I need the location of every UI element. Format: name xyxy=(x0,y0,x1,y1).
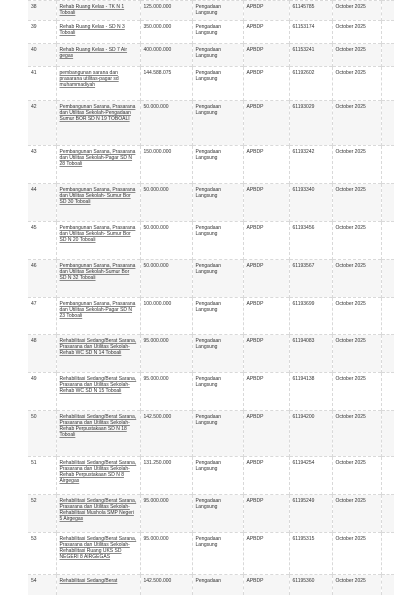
rup-id: 61193029 xyxy=(289,101,332,146)
row-end-cell xyxy=(381,67,394,101)
selection-time: October 2025 xyxy=(332,222,381,260)
table-row xyxy=(28,146,394,184)
procurement-method: Pengadaan Langsung xyxy=(192,21,243,44)
row-number: 52 xyxy=(28,495,56,533)
row-number: 53 xyxy=(28,533,56,575)
procurement-table-container xyxy=(28,0,394,584)
selection-time: October 2025 xyxy=(332,411,381,457)
table-row xyxy=(28,457,394,495)
table-row xyxy=(28,67,394,101)
fund-source: APBDP xyxy=(243,44,289,67)
pagu-amount: 142.500.000 xyxy=(140,575,192,595)
pagu-amount: 95.000.000 xyxy=(140,495,192,533)
row-number: 46 xyxy=(28,260,56,298)
pagu-amount: 95.000.000 xyxy=(140,533,192,575)
rup-id: 61195249 xyxy=(289,495,332,533)
row-end-cell xyxy=(381,411,394,457)
procurement-method: Pengadaan Langsung xyxy=(192,222,243,260)
package-name-link[interactable]: pembangunan sarana dan prasarana utilitas-pagar sd muhammadiyah xyxy=(56,67,140,101)
package-name-link[interactable]: Pembangunan Sarana, Prasarana dan Utilitas Sekolah-Sumur Bor SD N 32 Toboali xyxy=(56,260,140,298)
selection-time: October 2025 xyxy=(332,260,381,298)
table-row xyxy=(28,495,394,533)
pagu-amount: 400.000.000 xyxy=(140,44,192,67)
pagu-amount: 95.000.000 xyxy=(140,335,192,373)
fund-source: APBDP xyxy=(243,298,289,335)
row-number: 47 xyxy=(28,298,56,335)
procurement-method: Pengadaan Langsung xyxy=(192,533,243,575)
rup-id: 61193456 xyxy=(289,222,332,260)
rup-id: 61195315 xyxy=(289,533,332,575)
pagu-amount: 50.000.000 xyxy=(140,222,192,260)
procurement-table xyxy=(28,0,394,595)
package-name-link[interactable]: Rehab Ruang Kelas - TK N 1 Toboali xyxy=(56,1,140,21)
procurement-table-body xyxy=(28,1,394,595)
rup-id: 61195360 xyxy=(289,575,332,595)
procurement-method: Pengadaan Langsung xyxy=(192,411,243,457)
row-end-cell xyxy=(381,184,394,222)
pagu-amount: 125.000.000 xyxy=(140,1,192,21)
pagu-amount: 150.000.000 xyxy=(140,146,192,184)
row-number: 48 xyxy=(28,335,56,373)
procurement-method: Pengadaan Langsung xyxy=(192,146,243,184)
row-end-cell xyxy=(381,101,394,146)
rup-id: 61193567 xyxy=(289,260,332,298)
package-name-link[interactable]: Pembangunan Sarana, Prasarana dan Utilitas Sekolah-Pengadaan Sumur BOR SD N 19 TOBOALI xyxy=(56,101,140,146)
selection-time: October 2025 xyxy=(332,533,381,575)
row-number: 54 xyxy=(28,575,56,595)
package-name-link[interactable]: Rehabilitasi Sedang/Berat Sarana, Prasarana dan Utilitas Sekolah-Rehab Perpustakaan SD N 18 Toboali xyxy=(56,411,140,457)
rup-id: 61193340 xyxy=(289,184,332,222)
package-name-link[interactable]: Pembangunan Sarana, Prasarana dan Utilitas Sekolah-Pagar SD N 23 Toboali xyxy=(56,298,140,335)
rup-id: 61145785 xyxy=(289,1,332,21)
table-row xyxy=(28,533,394,575)
selection-time: October 2025 xyxy=(332,457,381,495)
table-row xyxy=(28,21,394,44)
procurement-method: Pengadaan Langsung xyxy=(192,260,243,298)
row-number: 38 xyxy=(28,1,56,21)
selection-time: October 2025 xyxy=(332,298,381,335)
package-name-link[interactable]: Pembangunan Sarana, Prasarana dan Utilitas Sekolah- Sumur Bor SD 30 Toboali xyxy=(56,184,140,222)
package-name-link[interactable]: Rehabilitasi Sedang/Berat Sarana, Prasarana dan Utilitas Sekolah-Rehab WC SD N 14 Toboali xyxy=(56,335,140,373)
row-end-cell xyxy=(381,21,394,44)
row-end-cell xyxy=(381,260,394,298)
row-number: 45 xyxy=(28,222,56,260)
fund-source: APBDP xyxy=(243,260,289,298)
fund-source: APBDP xyxy=(243,373,289,411)
table-row xyxy=(28,373,394,411)
rup-id: 61194254 xyxy=(289,457,332,495)
table-row xyxy=(28,411,394,457)
rup-id: 61153174 xyxy=(289,21,332,44)
rup-id: 61194138 xyxy=(289,373,332,411)
row-end-cell xyxy=(381,1,394,21)
table-row xyxy=(28,184,394,222)
row-end-cell xyxy=(381,533,394,575)
selection-time: October 2025 xyxy=(332,67,381,101)
package-name-link[interactable]: Rehabilitasi Sedang/Berat Sarana, Prasarana dan Utilitas Sekolah-Rehabilitasi Ruang UKS SD NEGERI 8 AIRGEGAS xyxy=(56,533,140,575)
procurement-method: Pengadaan Langsung xyxy=(192,298,243,335)
fund-source: APBDP xyxy=(243,222,289,260)
table-row xyxy=(28,101,394,146)
pagu-amount: 144.588.075 xyxy=(140,67,192,101)
fund-source: APBDP xyxy=(243,533,289,575)
table-row xyxy=(28,44,394,67)
selection-time: October 2025 xyxy=(332,373,381,411)
pagu-amount: 350.000.000 xyxy=(140,21,192,44)
table-row xyxy=(28,1,394,21)
table-row xyxy=(28,298,394,335)
fund-source: APBDP xyxy=(243,495,289,533)
pagu-amount: 50.000.000 xyxy=(140,260,192,298)
procurement-method: Pengadaan Langsung xyxy=(192,101,243,146)
procurement-method: Pengadaan Langsung xyxy=(192,1,243,21)
fund-source: APBDP xyxy=(243,457,289,495)
package-name-link[interactable]: Rehab Ruang Kelas - SD 7 Air gegas xyxy=(56,44,140,67)
row-number: 50 xyxy=(28,411,56,457)
row-number: 43 xyxy=(28,146,56,184)
row-number: 42 xyxy=(28,101,56,146)
fund-source: APBDP xyxy=(243,67,289,101)
selection-time: October 2025 xyxy=(332,335,381,373)
selection-time: October 2025 xyxy=(332,1,381,21)
pagu-amount: 95.000.000 xyxy=(140,373,192,411)
fund-source: APBDP xyxy=(243,21,289,44)
row-number: 39 xyxy=(28,21,56,44)
row-number: 49 xyxy=(28,373,56,411)
row-end-cell xyxy=(381,44,394,67)
row-end-cell xyxy=(381,575,394,595)
procurement-method: Pengadaan xyxy=(192,575,243,595)
rup-id: 61193242 xyxy=(289,146,332,184)
row-end-cell xyxy=(381,298,394,335)
pagu-amount: 100.000.000 xyxy=(140,298,192,335)
procurement-method: Pengadaan Langsung xyxy=(192,495,243,533)
rup-id: 61194200 xyxy=(289,411,332,457)
row-number: 44 xyxy=(28,184,56,222)
rup-id: 61192602 xyxy=(289,67,332,101)
rup-id: 61193699 xyxy=(289,298,332,335)
package-name-link[interactable]: Rehabilitasi Sedang/Berat Sarana, Prasarana dan Utilitas Sekolah-Rehab Perpustakaan SD N 8 Airgegas xyxy=(56,457,140,495)
row-end-cell xyxy=(381,146,394,184)
selection-time: October 2025 xyxy=(332,44,381,67)
selection-time: October 2025 xyxy=(332,575,381,595)
package-name-link[interactable]: Pembangunan Sarana, Prasarana dan Utilitas Sekolah-Pagar SD N 28 Toboali xyxy=(56,146,140,184)
table-row xyxy=(28,222,394,260)
row-end-cell xyxy=(381,495,394,533)
package-name-link[interactable]: Rehabilitasi Sedang/Berat xyxy=(56,575,140,595)
fund-source: APBDP xyxy=(243,335,289,373)
row-end-cell xyxy=(381,335,394,373)
row-number: 41 xyxy=(28,67,56,101)
procurement-method: Pengadaan Langsung xyxy=(192,373,243,411)
row-end-cell xyxy=(381,373,394,411)
procurement-method: Pengadaan Langsung xyxy=(192,457,243,495)
fund-source: APBDP xyxy=(243,146,289,184)
fund-source: APBDP xyxy=(243,575,289,595)
table-row xyxy=(28,335,394,373)
pagu-amount: 50.000.000 xyxy=(140,101,192,146)
fund-source: APBDP xyxy=(243,411,289,457)
package-name-link[interactable]: Rehab Ruang Kelas - SD N 3 Toboali xyxy=(56,21,140,44)
package-name-link[interactable]: Rehabilitasi Sedang/Berat Sarana, Prasarana dan Utilitas Sekolah-Rehab WC SD N 15 Toboali xyxy=(56,373,140,411)
fund-source: APBDP xyxy=(243,1,289,21)
procurement-method: Pengadaan Langsung xyxy=(192,184,243,222)
rup-id: 61153241 xyxy=(289,44,332,67)
fund-source: APBDP xyxy=(243,184,289,222)
pagu-amount: 142.500.000 xyxy=(140,411,192,457)
selection-time: October 2025 xyxy=(332,101,381,146)
selection-time: October 2025 xyxy=(332,495,381,533)
row-end-cell xyxy=(381,222,394,260)
procurement-method: Pengadaan Langsung xyxy=(192,44,243,67)
selection-time: October 2025 xyxy=(332,21,381,44)
row-end-cell xyxy=(381,457,394,495)
row-number: 40 xyxy=(28,44,56,67)
selection-time: October 2025 xyxy=(332,184,381,222)
fund-source: APBDP xyxy=(243,101,289,146)
pagu-amount: 50.000.000 xyxy=(140,184,192,222)
selection-time: October 2025 xyxy=(332,146,381,184)
table-row xyxy=(28,575,394,595)
procurement-method: Pengadaan Langsung xyxy=(192,67,243,101)
package-name-link[interactable]: Pembangunan Sarana, Prasarana dan Utilitas Sekolah- Sumur Bor SD N 20 Toboali xyxy=(56,222,140,260)
rup-id: 61194083 xyxy=(289,335,332,373)
table-row xyxy=(28,260,394,298)
row-number: 51 xyxy=(28,457,56,495)
procurement-method: Pengadaan Langsung xyxy=(192,335,243,373)
package-name-link[interactable]: Rehabilitasi Sedang/Berat Sarana, Prasarana dan Utilitas Sekolah-Rehabilitasi Mushola SMP Negeri 5 Airgegas xyxy=(56,495,140,533)
pagu-amount: 131.250.000 xyxy=(140,457,192,495)
